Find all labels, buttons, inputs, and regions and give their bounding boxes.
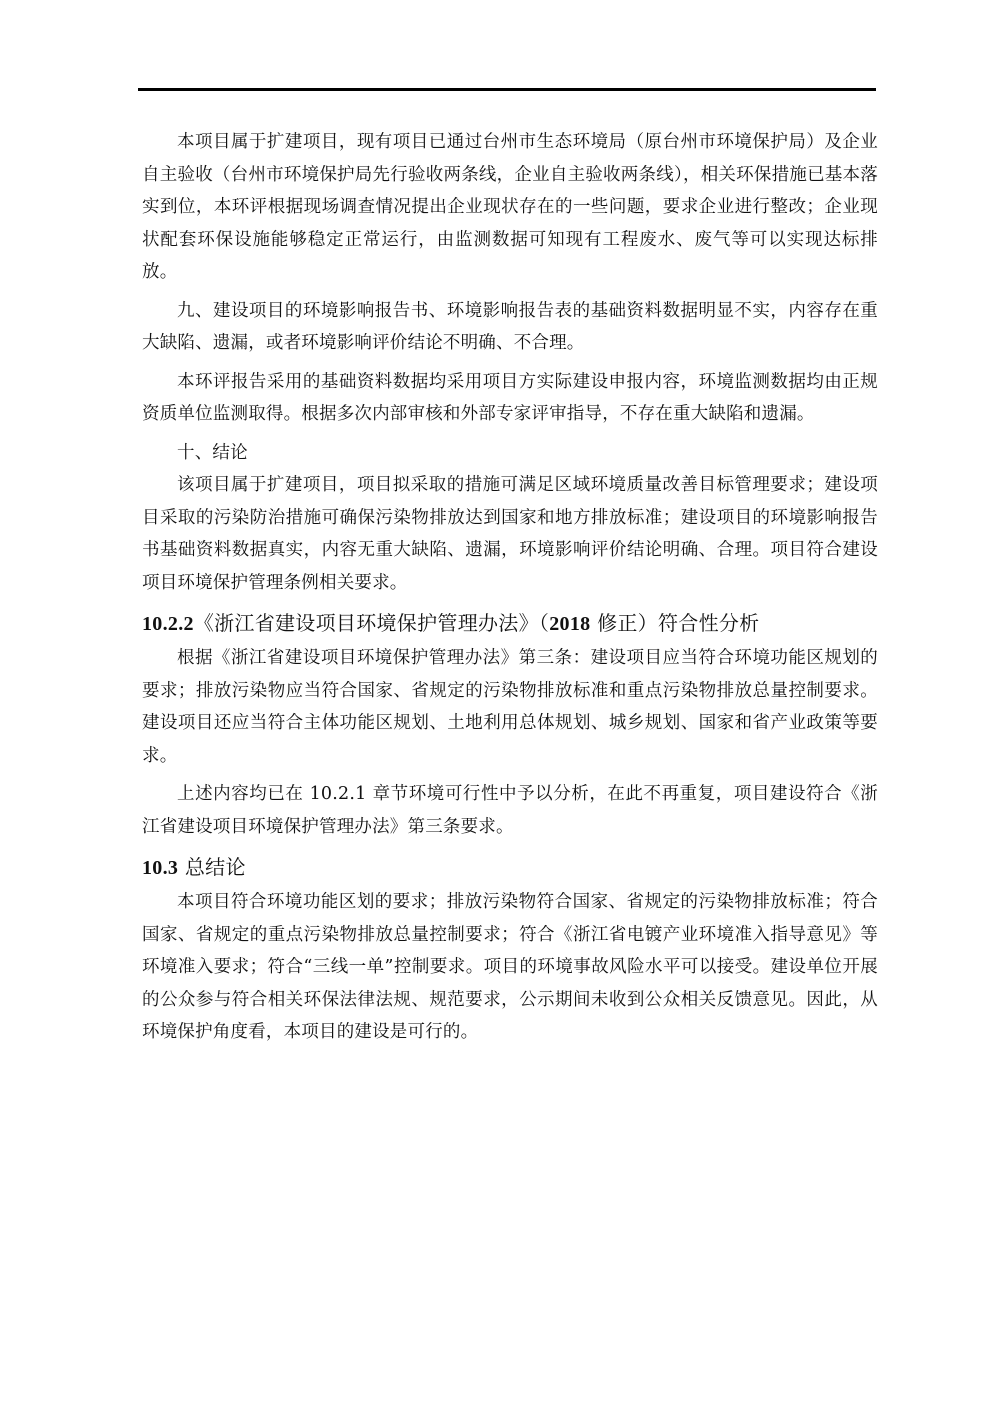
document-body xyxy=(142,126,878,1055)
paragraph-conclusion: 该项目属于扩建项目，项目拟采取的措施可满足区域环境质量改善目标管理要求；建设项目采取的污染防治措施可确保污染物排放达到国家和地方排放标准；建设项目的环境影响报告书基础资料数据真实，内容无重大缺陷、遗漏，环境影响评价结论明确、合理。项目符合建设项目环境保护管理条例相关要求。 xyxy=(142,475,878,593)
section-year: 2018 xyxy=(549,613,591,635)
section-heading-10-3 xyxy=(142,849,878,886)
section-number: 10.3 xyxy=(142,857,179,879)
section-number: 10.2.2 xyxy=(142,613,194,635)
paragraph-analysis-reference: 上述内容均已在 10.2.1 章节环境可行性中予以分析，在此不再重复，项目建设符合《浙江省建设项目环境保护管理办法》第三条要求。 xyxy=(142,784,878,837)
section-title-part: 《浙江省建设项目环境保护管理办法》（ xyxy=(193,611,550,635)
section-title-part: 修正）符合性分析 xyxy=(590,611,760,635)
paragraph-existing-project: 本项目属于扩建项目，现有项目已通过台州市生态环境局（原台州市环境保护局）及企业自主验收（台州市环境保护局先行验收两条线，企业自主验收两条线），相关环保措施已基本落实到位，本环评根据现场调查情况提出企业现状存在的一些问题，要求企业进行整改；企业现状配套环保设施能够稳定正常运行，由监测数据可知现有工程废水、废气等可以实现达标排放。 xyxy=(142,132,878,282)
paragraph-data-basis: 本环评报告采用的基础资料数据均采用项目方实际建设申报内容，环境监测数据均由正规资质单位监测取得。根据多次内部审核和外部专家评审指导，不存在重大缺陷和遗漏。 xyxy=(142,371,878,424)
header-rule xyxy=(138,88,876,91)
paragraph-item-ten: 十、结论 xyxy=(177,442,248,463)
paragraph-article-three: 根据《浙江省建设项目环境保护管理办法》第三条：建设项目应当符合环境功能区规划的要求；排放污染物应当符合国家、省规定的污染物排放标准和重点污染物排放总量控制要求。建设项目还应当符合主体功能区规划、土地利用总体规划、城乡规划、国家和省产业政策等要求。 xyxy=(142,648,878,766)
section-heading-10-2-2 xyxy=(142,605,878,642)
paragraph-overall-conclusion: 本项目符合环境功能区划的要求；排放污染物符合国家、省规定的污染物排放标准；符合国家、省规定的重点污染物排放总量控制要求；符合《浙江省电镀产业环境准入指导意见》等环境准入要求；符合“三线一单”控制要求。项目的环境事故风险水平可以接受。建设单位开展的公众参与符合相关环保法律法规、规范要求，公示期间未收到公众相关反馈意见。因此，从环境保护角度看，本项目的建设是可行的。 xyxy=(142,892,878,1042)
section-title-part: 总结论 xyxy=(178,855,246,879)
paragraph-item-nine: 九、建设项目的环境影响报告书、环境影响报告表的基础资料数据明显不实，内容存在重大缺陷、遗漏，或者环境影响评价结论不明确、不合理。 xyxy=(142,300,878,353)
